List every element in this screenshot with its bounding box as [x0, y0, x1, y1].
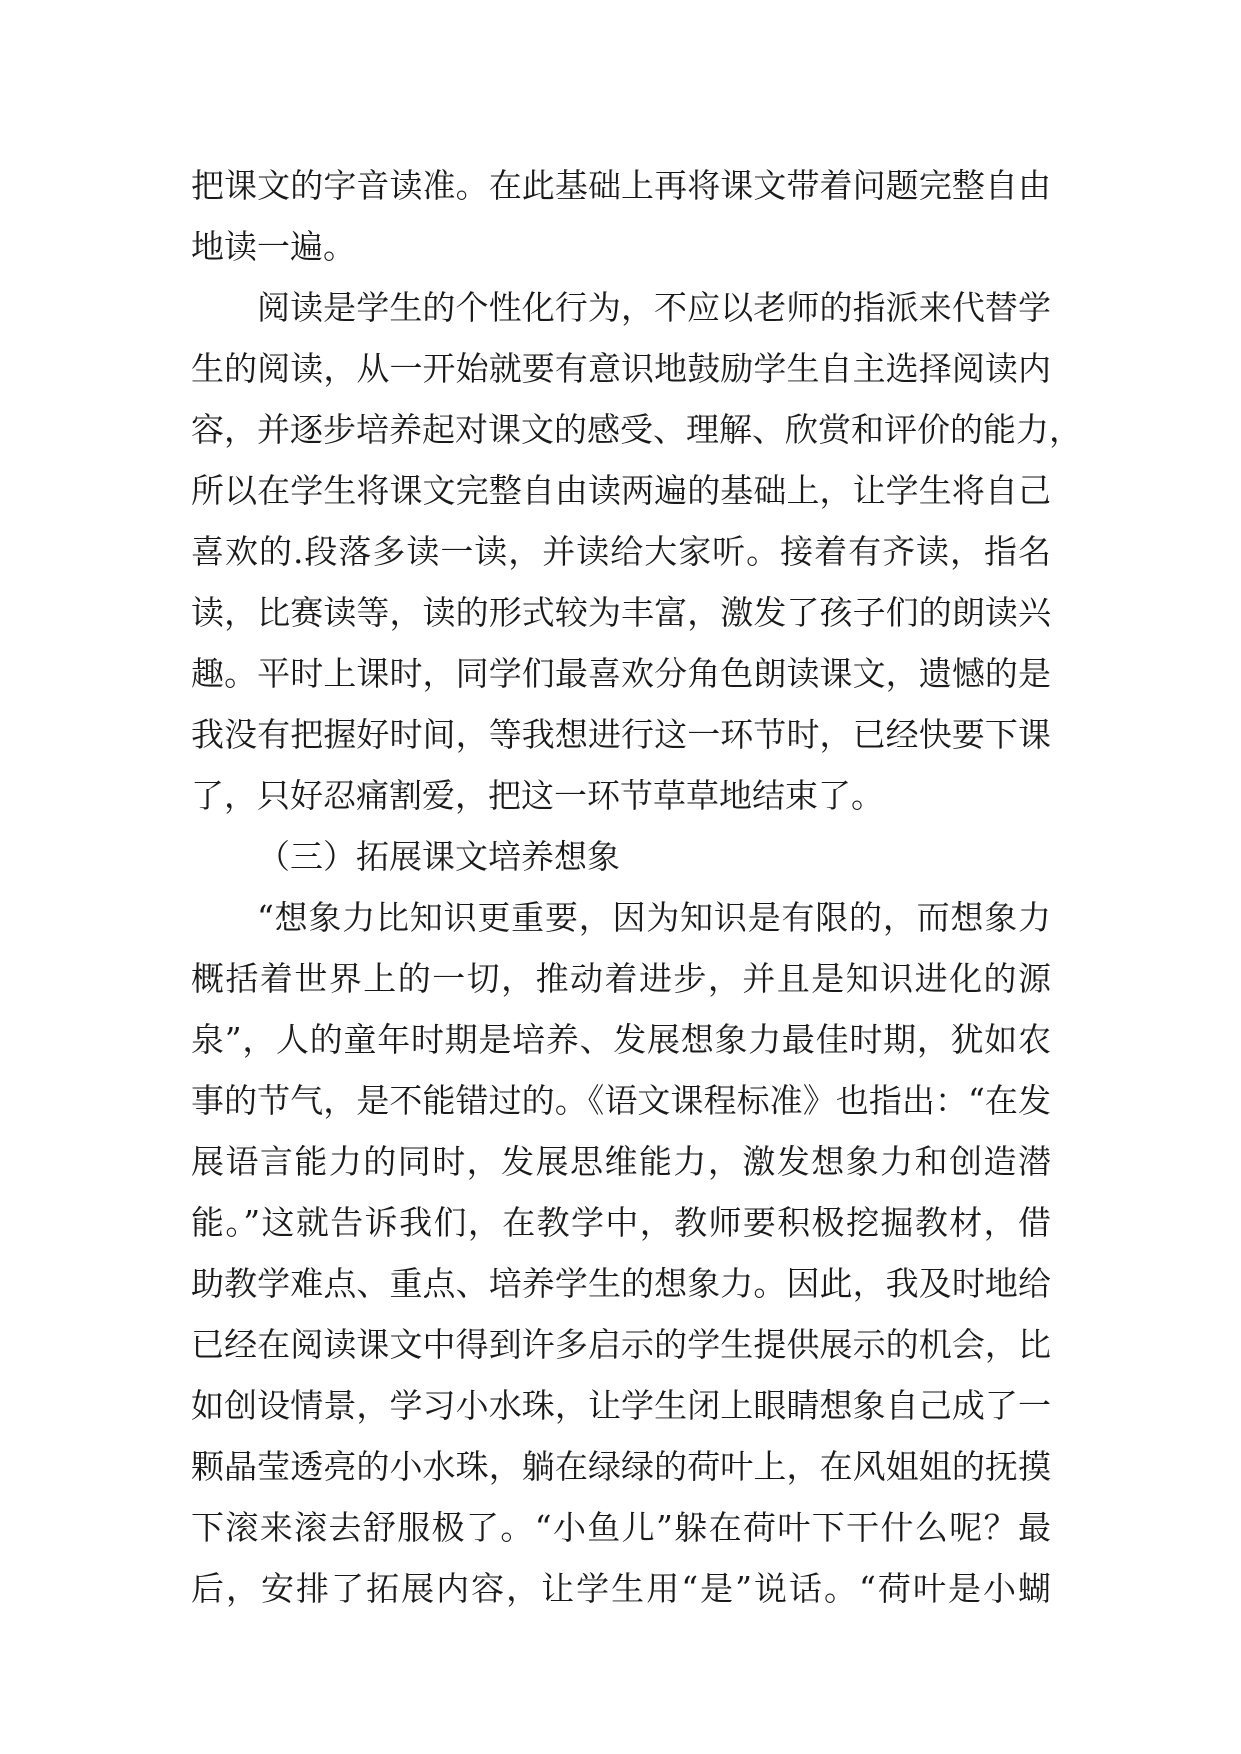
text-line: 喜欢的.段落多读一读，并读给大家听。接着有齐读，指名	[191, 532, 1051, 571]
text-line: 能。”这就告诉我们，在教学中，教师要积极挖掘教材，借	[191, 1203, 1051, 1242]
text-line: “想象力比知识更重要，因为知识是有限的，而想象力	[257, 898, 1051, 937]
text-line: 事的节气，是不能错过的。《语文课程标准》也指出：“在发	[191, 1081, 1051, 1120]
text-line: 助教学难点、重点、培养学生的想象力。因此，我及时地给	[191, 1264, 1051, 1303]
section-heading: （三）拓展课文培养想象	[257, 837, 620, 876]
text-line: 颗晶莹透亮的小水珠，躺在绿绿的荷叶上，在风姐姐的抚摸	[191, 1447, 1051, 1486]
text-line: 如创设情景，学习小水珠，让学生闭上眼睛想象自己成了一	[191, 1386, 1051, 1425]
text-line: 趣。平时上课时，同学们最喜欢分角色朗读课文，遗憾的是	[191, 654, 1051, 693]
text-line: 所以在学生将课文完整自由读两遍的基础上，让学生将自己	[191, 471, 1051, 510]
text-line: 泉”，人的童年时期是培养、发展想象力最佳时期，犹如农	[191, 1020, 1051, 1059]
text-line: 已经在阅读课文中得到许多启示的学生提供展示的机会，比	[191, 1325, 1051, 1364]
text-line: 概括着世界上的一切，推动着进步，并且是知识进化的源	[191, 959, 1051, 998]
text-line: 后，安排了拓展内容，让学生用“是”说话。“荷叶是小蝴	[191, 1569, 1051, 1608]
text-line: 下滚来滚去舒服极了。“小鱼儿”躲在荷叶下干什么呢？最	[191, 1508, 1051, 1547]
text-line: 容，并逐步培养起对课文的感受、理解、欣赏和评价的能力，	[191, 410, 1082, 449]
text-line: 我没有把握好时间，等我想进行这一环节时，已经快要下课	[191, 715, 1051, 754]
text-line: 地读一遍。	[191, 227, 356, 266]
text-line: 读，比赛读等，读的形式较为丰富，激发了孩子们的朗读兴	[191, 593, 1051, 632]
text-line: 了，只好忍痛割爱，把这一环节草草地结束了。	[191, 776, 884, 815]
body-text	[191, 155, 1082, 1619]
text-line: 把课文的字音读准。在此基础上再将课文带着问题完整自由	[191, 166, 1051, 205]
text-line: 展语言能力的同时，发展思维能力，激发想象力和创造潜	[191, 1142, 1051, 1181]
text-line: 阅读是学生的个性化行为，不应以老师的指派来代替学	[257, 288, 1051, 327]
text-line: 生的阅读，从一开始就要有意识地鼓励学生自主选择阅读内	[191, 349, 1051, 388]
